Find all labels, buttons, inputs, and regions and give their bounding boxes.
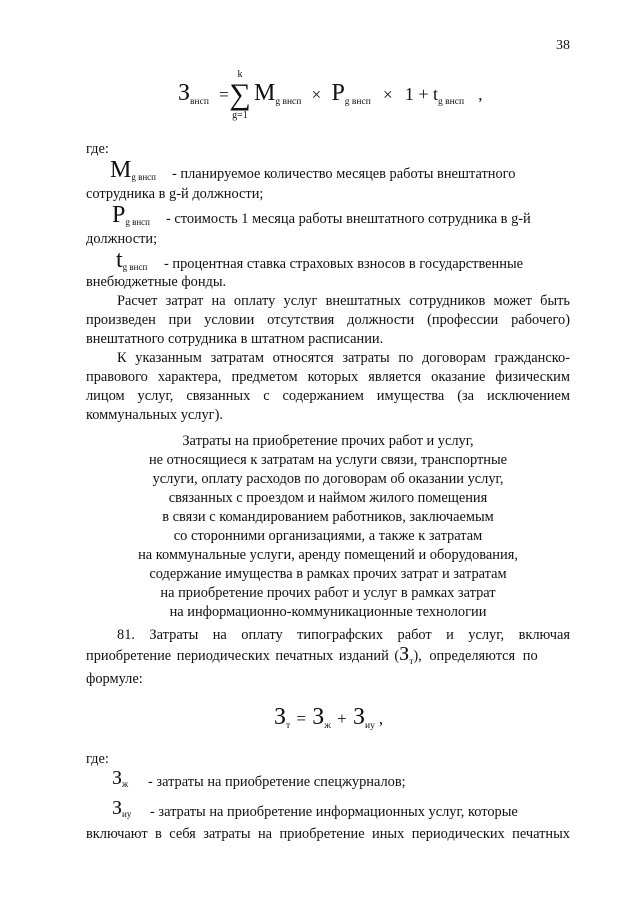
formula-paren: 1 + t	[404, 84, 439, 104]
formula-lhs-sub: внсп	[190, 97, 209, 107]
definition-t: tg внсп - процентная ставка страховых взносов в государственные	[86, 248, 570, 276]
formula-p: P	[331, 80, 345, 106]
page-number: 38	[556, 38, 570, 53]
paragraph-line: лицом услуг, связанных с содержанием имущества (за исключением	[86, 388, 570, 404]
definition-iu-cont: включают в себя затраты на приобретение иных периодических печатных	[86, 826, 570, 842]
paragraph-81-line: формуле:	[86, 671, 143, 687]
where-label: где:	[86, 141, 109, 157]
symbol-t: tg внсп	[116, 247, 148, 273]
where-label-2: где:	[86, 751, 109, 767]
definition-p-cont: должности;	[86, 231, 158, 247]
symbol-p: Pg внсп	[112, 202, 150, 228]
formula-typography: $З_т = З_ж + З_{иу}$ ,	[274, 704, 384, 731]
definition-zh: Зж - затраты на приобретение спецжурналов;	[86, 766, 570, 794]
paragraph-line: К указанным затратам относятся затраты по договорам гражданско-	[117, 350, 570, 366]
symbol-zt: З	[399, 643, 410, 665]
paragraph-81-line: 81. Затраты на оплату типографских работ и услуг, включая	[117, 627, 570, 643]
definition-p: Pg внсп - стоимость 1 месяца работы внештатного сотрудника в g-й	[86, 203, 570, 231]
formula-m: M	[254, 80, 276, 106]
paragraph-line: коммунальных услуг).	[86, 407, 223, 423]
sum-sign: k ∑ g=1	[229, 69, 251, 121]
definition-m-cont: сотрудника в g-й должности;	[86, 186, 264, 202]
definition-iu: Зиу - затраты на приобретение информационных услуг, которые	[86, 796, 570, 824]
paragraph-line: Расчет затрат на оплату услуг внештатных сотрудников может быть	[117, 293, 570, 309]
symbol-zh: Зж	[112, 767, 129, 789]
symbol-m: Mg внсп	[110, 157, 156, 183]
formula-eq: =	[219, 85, 229, 104]
paragraph-line: произведен при условии отсутствия должности (профессии рабочего)	[86, 312, 570, 328]
formula-lhs: З	[178, 80, 191, 106]
definition-m: Mg внсп - планируемое количество месяцев работы внештатного	[86, 158, 570, 186]
paragraph-line: внештатного сотрудника в штатном расписании.	[86, 331, 384, 347]
symbol-iu: Зиу	[112, 797, 132, 819]
definition-t-cont: внебюджетные фонды.	[86, 274, 227, 290]
paragraph-81-line: приобретение периодических печатных изданий $(З_т)$, определяются по	[86, 643, 538, 667]
paragraph-line: правового характера, предметом которых является оказание физическим	[86, 369, 570, 385]
